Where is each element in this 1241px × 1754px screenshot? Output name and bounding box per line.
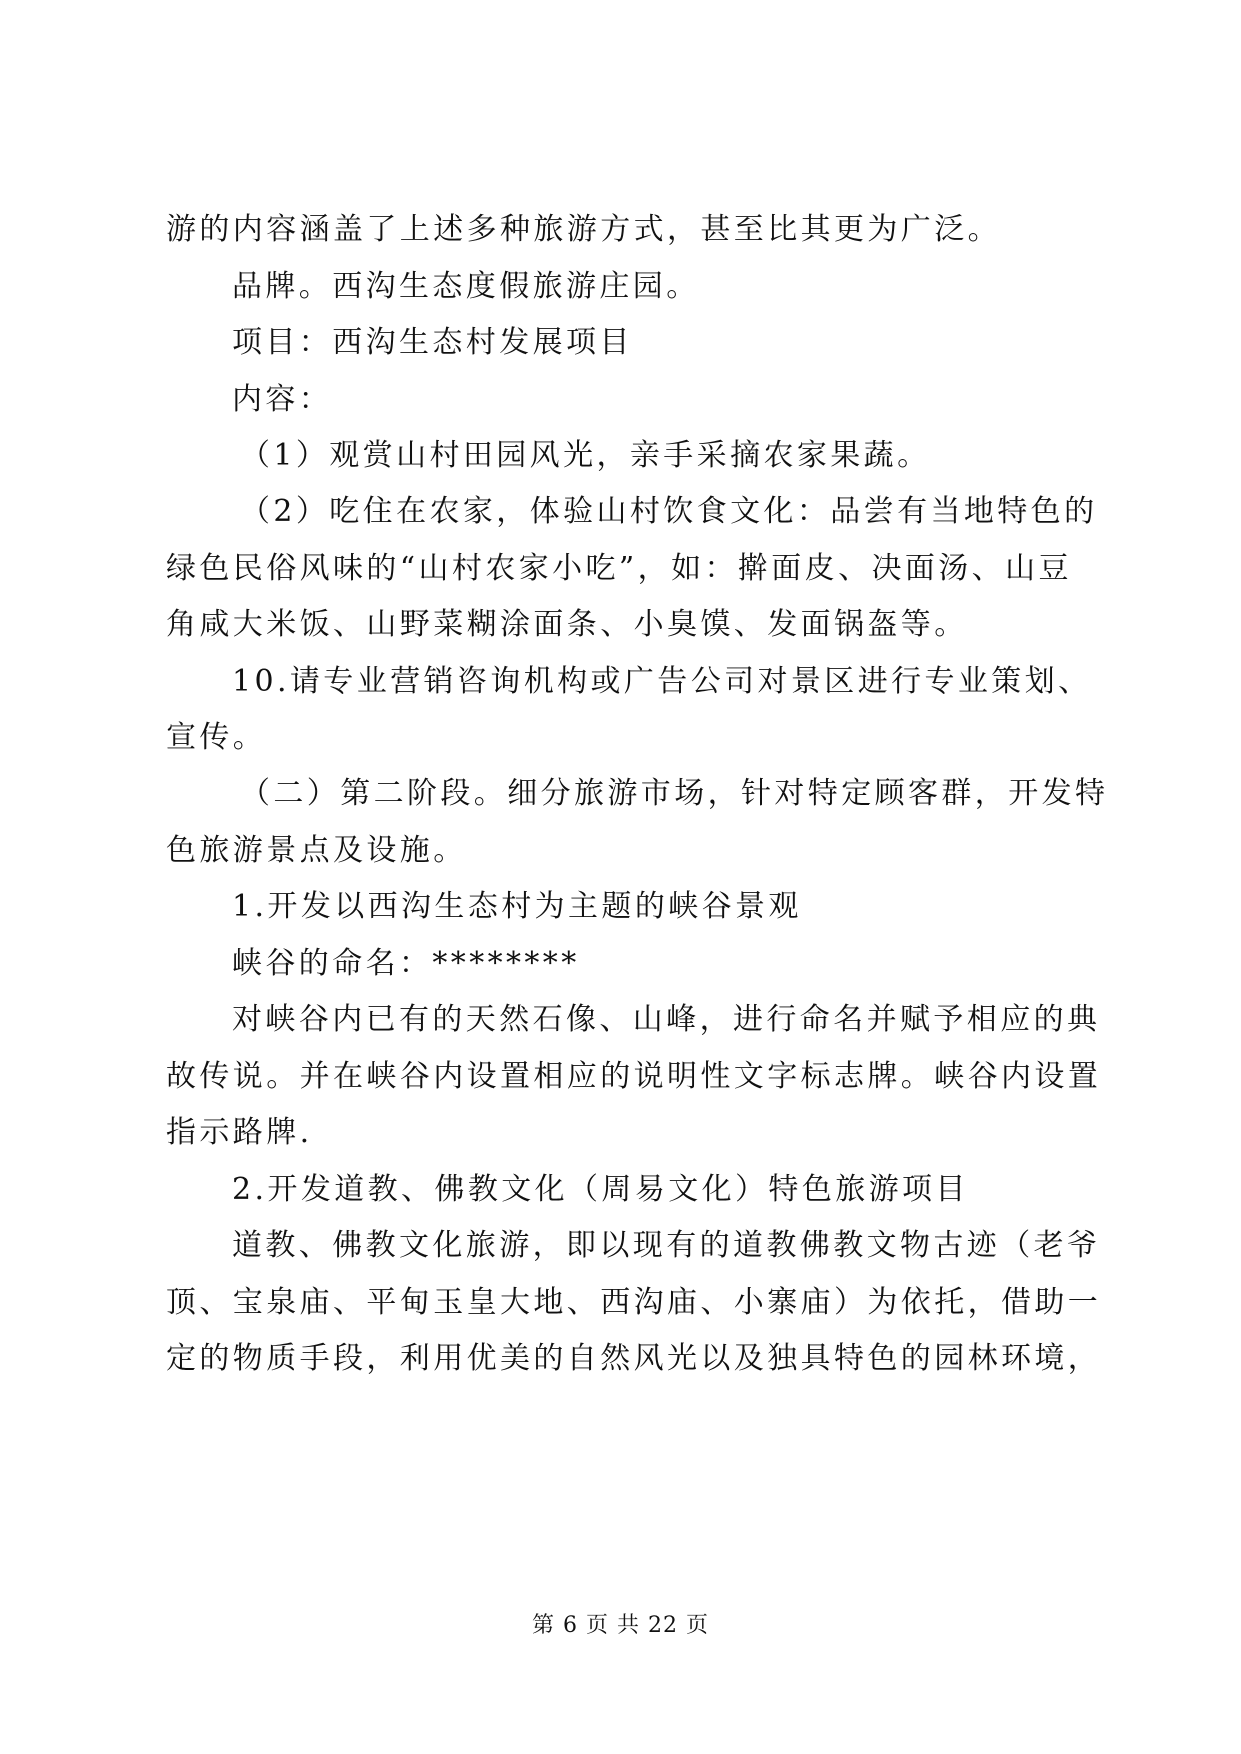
text-line: 定的物质手段，利用优美的自然风光以及独具特色的园林环境， [166, 1341, 1102, 1376]
text-line: 峡谷的命名：******** [232, 946, 580, 981]
text-line: 顶、宝泉庙、平甸玉皇大地、西沟庙、小寨庙）为依托，借助一 [166, 1285, 1102, 1320]
text-line: 色旅游景点及设施。 [166, 833, 467, 868]
text-line: 游的内容涵盖了上述多种旅游方式，甚至比其更为广泛。 [166, 212, 1001, 247]
text-line: 指示路牌. [166, 1115, 313, 1150]
text-line: （二）第二阶段。细分旅游市场，针对特定顾客群，开发特 [240, 776, 1109, 811]
text-line: （2）吃住在农家，体验山村饮食文化：品尝有当地特色的 [240, 494, 1098, 529]
page-number-footer: 第 6 页 共 22 页 [532, 1613, 709, 1638]
text-line: 内容： [232, 382, 333, 417]
text-line: 10.请专业营销咨询机构或广告公司对景区进行专业策划、 [232, 664, 1092, 699]
text-line: 绿色民俗风味的“山村农家小吃”，如：擀面皮、决面汤、山豆 [166, 551, 1072, 586]
text-line: 宣传。 [166, 720, 267, 755]
text-line: 项目：西沟生态村发展项目 [232, 325, 633, 360]
text-line: 道教、佛教文化旅游，即以现有的道教佛教文物古迹（老爷 [232, 1228, 1101, 1263]
text-line: 对峡谷内已有的天然石像、山峰，进行命名并赋予相应的典 [232, 1002, 1101, 1037]
text-line: 角咸大米饭、山野菜糊涂面条、小臭馍、发面锅盔等。 [166, 607, 968, 642]
text-line: 1.开发以西沟生态村为主题的峡谷景观 [232, 889, 802, 924]
text-line: 2.开发道教、佛教文化（周易文化）特色旅游项目 [232, 1172, 969, 1207]
text-line: 品牌。西沟生态度假旅游庄园。 [232, 269, 700, 304]
text-line: 故传说。并在峡谷内设置相应的说明性文字标志牌。峡谷内设置 [166, 1059, 1102, 1094]
text-line: （1）观赏山村田园风光，亲手采摘农家果蔬。 [240, 438, 931, 473]
